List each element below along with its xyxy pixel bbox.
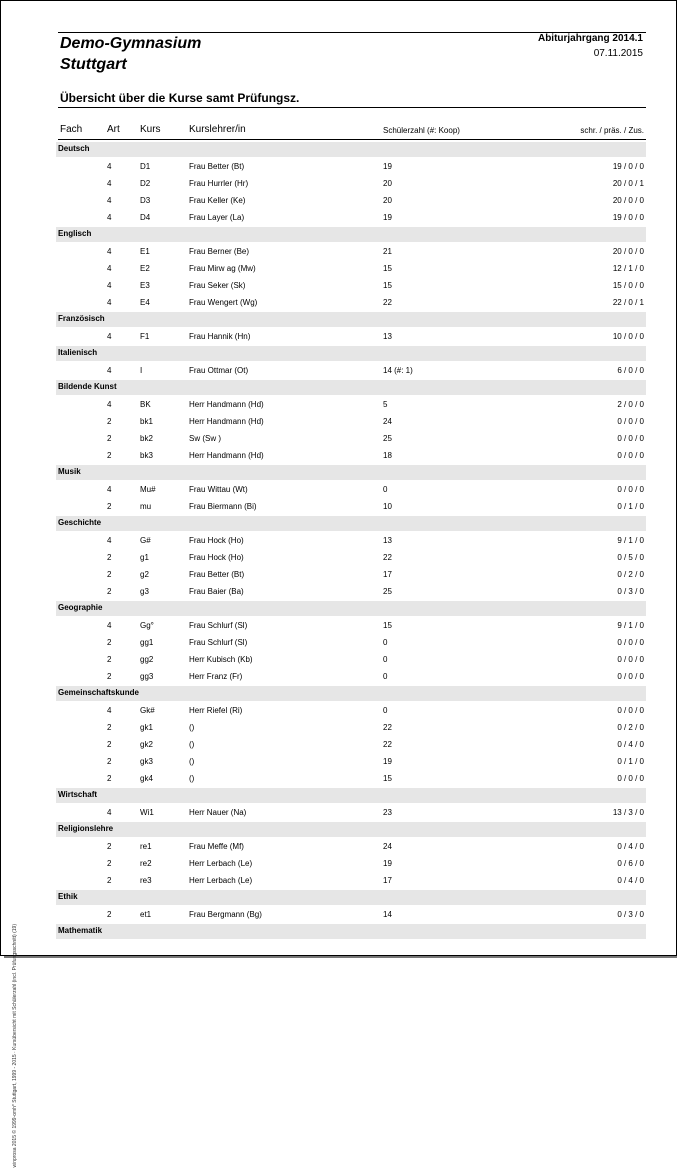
subject-name: Deutsch [58, 144, 90, 153]
course-exam-result: 0 / 5 / 0 [617, 553, 644, 562]
course-art: 4 [107, 400, 112, 409]
course-exam-result: 0 / 0 / 0 [617, 655, 644, 664]
subject-name: Religionslehre [58, 824, 114, 833]
group-band [56, 142, 646, 157]
subject-group-header [0, 788, 677, 803]
course-code: E1 [140, 247, 150, 256]
course-exam-result: 9 / 1 / 0 [617, 621, 644, 630]
group-band [56, 465, 646, 480]
course-code: D1 [140, 162, 151, 171]
course-code: Wi1 [140, 808, 154, 817]
course-art: 4 [107, 213, 112, 222]
course-student-count: 25 [383, 587, 392, 596]
course-teacher: Frau Biermann (Bi) [189, 502, 257, 511]
col-count: Schülerzahl (#: Koop) [383, 126, 460, 135]
course-teacher: Herr Lerbach (Le) [189, 859, 253, 868]
course-art: 4 [107, 162, 112, 171]
course-student-count: 25 [383, 434, 392, 443]
subject-group-header [0, 890, 677, 905]
course-exam-result: 13 / 3 / 0 [612, 808, 644, 817]
course-teacher: Frau Wittau (Wt) [189, 485, 248, 494]
course-art: 2 [107, 434, 112, 443]
course-exam-result: 0 / 4 / 0 [617, 842, 644, 851]
course-row [0, 754, 677, 771]
subject-name: Gemeinschaftskunde [58, 688, 139, 697]
course-teacher: Frau Better (Bt) [189, 570, 245, 579]
course-row [0, 839, 677, 856]
course-art: 4 [107, 281, 112, 290]
course-art: 2 [107, 655, 112, 664]
course-student-count: 5 [383, 400, 388, 409]
col-kurs: Kurs [140, 124, 161, 135]
subject-group-header [0, 346, 677, 361]
course-row [0, 737, 677, 754]
course-art: 4 [107, 706, 112, 715]
course-art: 2 [107, 502, 112, 511]
course-code: G# [140, 536, 151, 545]
abitur-jahrgang: Abiturjahrgang 2014.1 [537, 33, 643, 44]
course-student-count: 17 [383, 876, 392, 885]
subject-name: Geschichte [58, 518, 102, 527]
footer-note [12, 610, 20, 1168]
group-band [56, 346, 646, 361]
course-teacher: () [189, 757, 195, 766]
course-art: 2 [107, 740, 112, 749]
course-row [0, 805, 677, 822]
course-exam-result: 0 / 0 / 0 [617, 672, 644, 681]
course-teacher: () [189, 774, 195, 783]
course-teacher: Frau Hannik (Hn) [189, 332, 251, 341]
course-code: F1 [140, 332, 150, 341]
course-exam-result: 20 / 0 / 0 [612, 196, 644, 205]
course-code: bk2 [140, 434, 153, 443]
course-student-count: 0 [383, 485, 388, 494]
course-row [0, 414, 677, 431]
group-band [56, 890, 646, 905]
course-student-count: 14 [383, 910, 392, 919]
course-teacher: Frau Hock (Ho) [189, 536, 244, 545]
course-code: D3 [140, 196, 151, 205]
column-header-rule [58, 139, 646, 140]
course-exam-result: 2 / 0 / 0 [617, 400, 644, 409]
course-teacher: Frau Schlurf (Sl) [189, 621, 248, 630]
course-exam-result: 0 / 0 / 0 [617, 774, 644, 783]
subject-name: Mathematik [58, 926, 103, 935]
course-row [0, 176, 677, 193]
course-student-count: 13 [383, 332, 392, 341]
course-row [0, 720, 677, 737]
course-teacher: Herr Handmann (Hd) [189, 417, 264, 426]
course-exam-result: 0 / 0 / 0 [617, 485, 644, 494]
course-code: D4 [140, 213, 151, 222]
course-row [0, 669, 677, 686]
subject-group-header [0, 380, 677, 395]
course-code: gg3 [140, 672, 154, 681]
group-band [56, 686, 646, 701]
course-student-count: 23 [383, 808, 392, 817]
course-art: 4 [107, 298, 112, 307]
course-art: 4 [107, 264, 112, 273]
course-exam-result: 0 / 3 / 0 [617, 910, 644, 919]
course-teacher: Frau Better (Bt) [189, 162, 245, 171]
course-student-count: 0 [383, 672, 388, 681]
course-row [0, 193, 677, 210]
course-student-count: 20 [383, 196, 392, 205]
subject-group-header [0, 601, 677, 616]
course-art: 4 [107, 247, 112, 256]
subject-name: Geographie [58, 603, 103, 612]
course-code: Gg° [140, 621, 154, 630]
course-student-count: 22 [383, 553, 392, 562]
course-row [0, 278, 677, 295]
course-student-count: 20 [383, 179, 392, 188]
course-student-count: 22 [383, 298, 392, 307]
course-row [0, 363, 677, 380]
course-teacher: Frau Wengert (Wg) [189, 298, 258, 307]
course-teacher: Herr Nauer (Na) [189, 808, 247, 817]
course-exam-result: 15 / 0 / 0 [612, 281, 644, 290]
subject-name: Bildende Kunst [58, 382, 117, 391]
course-code: Mu# [140, 485, 156, 494]
course-code: Gk# [140, 706, 155, 715]
subject-group-header [0, 822, 677, 837]
course-row [0, 397, 677, 414]
group-band [56, 601, 646, 616]
course-art: 2 [107, 553, 112, 562]
subject-group-header [0, 465, 677, 480]
col-fach: Fach [60, 124, 83, 135]
report-title: Übersicht über die Kurse samt Prüfungsz. [60, 91, 300, 105]
course-exam-result: 0 / 2 / 0 [617, 723, 644, 732]
course-art: 2 [107, 587, 112, 596]
course-student-count: 19 [383, 162, 392, 171]
course-student-count: 22 [383, 740, 392, 749]
course-table [0, 142, 677, 941]
group-band [56, 516, 646, 531]
subject-group-header [0, 227, 677, 242]
course-art: 2 [107, 757, 112, 766]
course-row [0, 533, 677, 550]
course-art: 2 [107, 876, 112, 885]
course-row [0, 159, 677, 176]
subject-group-header [0, 312, 677, 327]
course-code: gg2 [140, 655, 154, 664]
course-row [0, 550, 677, 567]
course-code: re2 [140, 859, 152, 868]
course-student-count: 14 (#: 1) [383, 366, 413, 375]
course-code: g3 [140, 587, 149, 596]
course-student-count: 13 [383, 536, 392, 545]
course-exam-result: 0 / 1 / 0 [617, 757, 644, 766]
subject-name: Französisch [58, 314, 105, 323]
course-row [0, 584, 677, 601]
col-teacher: Kurslehrer/in [189, 124, 246, 135]
course-code: E2 [140, 264, 150, 273]
course-teacher: Herr Handmann (Hd) [189, 400, 264, 409]
course-teacher: Frau Layer (La) [189, 213, 245, 222]
course-student-count: 22 [383, 723, 392, 732]
course-row [0, 261, 677, 278]
subject-group-header [0, 924, 677, 939]
course-code: g1 [140, 553, 149, 562]
course-row [0, 295, 677, 312]
course-teacher: Frau Baier (Ba) [189, 587, 244, 596]
course-code: gk3 [140, 757, 153, 766]
course-student-count: 15 [383, 281, 392, 290]
course-teacher: Frau Mirw ag (Mw) [189, 264, 256, 273]
course-code: gk4 [140, 774, 153, 783]
course-exam-result: 20 / 0 / 1 [612, 179, 644, 188]
course-exam-result: 19 / 0 / 0 [612, 162, 644, 171]
course-exam-result: 0 / 3 / 0 [617, 587, 644, 596]
course-teacher: Frau Hurrler (Hr) [189, 179, 249, 188]
course-teacher: Frau Schlurf (Sl) [189, 638, 248, 647]
course-teacher: Herr Handmann (Hd) [189, 451, 264, 460]
course-art: 4 [107, 485, 112, 494]
footer-text: winprosa 2015 © 1999-omh* Stuttgart, 1999 - 2015 · Kursübersicht mit Schülerzahl (incl. Prüfungsschnitt) (19) [12, 924, 18, 1168]
course-code: re3 [140, 876, 152, 885]
course-exam-result: 20 / 0 / 0 [612, 247, 644, 256]
course-art: 2 [107, 910, 112, 919]
subject-group-header [0, 516, 677, 531]
subject-name: Englisch [58, 229, 92, 238]
course-row [0, 431, 677, 448]
subject-name: Italienisch [58, 348, 98, 357]
course-code: E3 [140, 281, 150, 290]
course-code: et1 [140, 910, 152, 919]
course-student-count: 19 [383, 757, 392, 766]
course-art: 4 [107, 366, 112, 375]
course-student-count: 15 [383, 621, 392, 630]
course-student-count: 19 [383, 859, 392, 868]
course-student-count: 0 [383, 655, 388, 664]
course-teacher: Frau Seker (Sk) [189, 281, 246, 290]
course-row [0, 907, 677, 924]
course-exam-result: 0 / 0 / 0 [617, 434, 644, 443]
course-row [0, 703, 677, 720]
course-art: 4 [107, 332, 112, 341]
course-code: I [140, 366, 143, 375]
course-student-count: 10 [383, 502, 392, 511]
course-teacher: Frau Meffe (Mf) [189, 842, 244, 851]
course-student-count: 0 [383, 706, 388, 715]
course-teacher: Herr Riefel (Ri) [189, 706, 243, 715]
course-row [0, 856, 677, 873]
course-art: 2 [107, 774, 112, 783]
course-exam-result: 0 / 0 / 0 [617, 451, 644, 460]
course-code: mu [140, 502, 152, 511]
course-row [0, 482, 677, 499]
course-art: 4 [107, 621, 112, 630]
subject-group-header [0, 142, 677, 157]
course-row [0, 873, 677, 890]
course-teacher: Frau Keller (Ke) [189, 196, 246, 205]
course-art: 2 [107, 451, 112, 460]
course-exam-result: 0 / 6 / 0 [617, 859, 644, 868]
course-code: E4 [140, 298, 150, 307]
course-exam-result: 22 / 0 / 1 [612, 298, 644, 307]
course-student-count: 18 [383, 451, 392, 460]
course-code: gk1 [140, 723, 153, 732]
col-result: schr. / präs. / Zus. [580, 126, 644, 135]
group-band [56, 822, 646, 837]
course-code: bk3 [140, 451, 153, 460]
subject-name: Wirtschaft [58, 790, 98, 799]
course-exam-result: 6 / 0 / 0 [617, 366, 644, 375]
course-row [0, 567, 677, 584]
course-code: BK [140, 400, 151, 409]
course-art: 2 [107, 842, 112, 851]
course-teacher: () [189, 723, 195, 732]
course-student-count: 24 [383, 842, 392, 851]
course-student-count: 15 [383, 774, 392, 783]
course-code: gg1 [140, 638, 154, 647]
course-art: 2 [107, 570, 112, 579]
course-teacher: Herr Kubisch (Kb) [189, 655, 253, 664]
course-code: bk1 [140, 417, 153, 426]
course-row [0, 618, 677, 635]
course-art: 4 [107, 196, 112, 205]
course-student-count: 17 [383, 570, 392, 579]
course-code: g2 [140, 570, 149, 579]
course-exam-result: 0 / 0 / 0 [617, 638, 644, 647]
course-teacher: Frau Bergmann (Bg) [189, 910, 262, 919]
course-student-count: 21 [383, 247, 392, 256]
title-rule [58, 107, 646, 108]
group-band [56, 312, 646, 327]
course-art: 2 [107, 672, 112, 681]
subject-group-header [0, 686, 677, 701]
school-city: Stuttgart [60, 56, 127, 73]
course-code: gk2 [140, 740, 153, 749]
course-exam-result: 0 / 1 / 0 [617, 502, 644, 511]
course-code: re1 [140, 842, 152, 851]
course-row [0, 771, 677, 788]
group-band [56, 924, 646, 939]
group-band [56, 380, 646, 395]
course-exam-result: 0 / 2 / 0 [617, 570, 644, 579]
course-row [0, 244, 677, 261]
course-teacher: Frau Hock (Ho) [189, 553, 244, 562]
course-art: 2 [107, 638, 112, 647]
course-exam-result: 0 / 0 / 0 [617, 417, 644, 426]
course-row [0, 499, 677, 516]
course-teacher: Frau Ottmar (Ot) [189, 366, 249, 375]
report-date: 07.11.2015 [593, 48, 643, 59]
course-student-count: 0 [383, 638, 388, 647]
course-exam-result: 10 / 0 / 0 [612, 332, 644, 341]
course-teacher: Herr Lerbach (Le) [189, 876, 253, 885]
course-student-count: 24 [383, 417, 392, 426]
col-art: Art [107, 124, 120, 135]
course-teacher: Frau Berner (Be) [189, 247, 250, 256]
subject-name: Ethik [58, 892, 78, 901]
course-row [0, 448, 677, 465]
course-row [0, 652, 677, 669]
school-name: Demo-Gymnasium [60, 35, 202, 52]
course-row [0, 329, 677, 346]
course-art: 4 [107, 808, 112, 817]
course-exam-result: 0 / 4 / 0 [617, 740, 644, 749]
course-exam-result: 9 / 1 / 0 [617, 536, 644, 545]
course-exam-result: 12 / 1 / 0 [612, 264, 644, 273]
course-teacher: () [189, 740, 195, 749]
course-exam-result: 0 / 4 / 0 [617, 876, 644, 885]
group-band [56, 227, 646, 242]
course-teacher: Sw (Sw ) [189, 434, 221, 443]
column-header-row [0, 124, 677, 138]
course-student-count: 15 [383, 264, 392, 273]
subject-name: Musik [58, 467, 81, 476]
course-art: 2 [107, 417, 112, 426]
course-art: 4 [107, 179, 112, 188]
course-exam-result: 19 / 0 / 0 [612, 213, 644, 222]
course-art: 2 [107, 859, 112, 868]
course-row [0, 210, 677, 227]
group-band [56, 788, 646, 803]
course-art: 2 [107, 723, 112, 732]
course-student-count: 19 [383, 213, 392, 222]
course-code: D2 [140, 179, 151, 188]
course-teacher: Herr Franz (Fr) [189, 672, 243, 681]
course-row [0, 635, 677, 652]
course-art: 4 [107, 536, 112, 545]
course-exam-result: 0 / 0 / 0 [617, 706, 644, 715]
